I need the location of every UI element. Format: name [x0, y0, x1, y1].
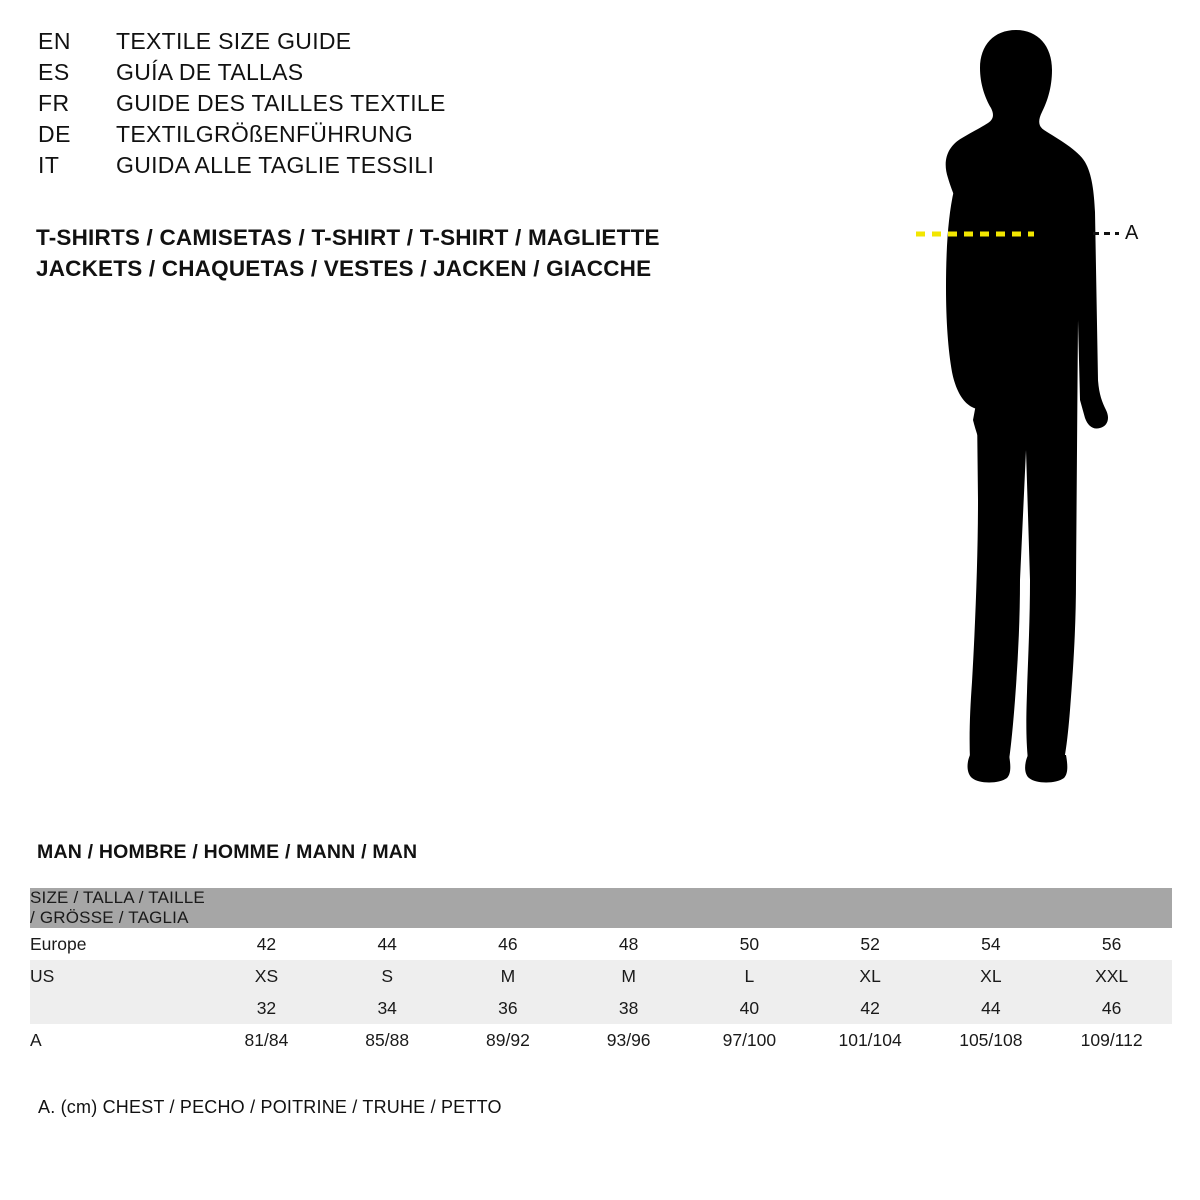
cell-value: 42 [206, 928, 327, 960]
section-title-man: MAN / HOMBRE / HOMME / MANN / MAN [37, 841, 418, 863]
table-header-label: SIZE / TALLA / TAILLE / GRÖSSE / TAGLIA [30, 888, 205, 927]
cell-value: 50 [689, 928, 810, 960]
table-header-spacer [568, 888, 689, 928]
cell-value: M [568, 960, 689, 992]
cell-value: XL [810, 960, 931, 992]
measure-leader-dashes [1093, 232, 1119, 235]
cell-value: XS [206, 960, 327, 992]
garment-line-jackets: JACKETS / CHAQUETAS / VESTES / JACKEN / GIACCHE [36, 256, 652, 281]
table-row-header [30, 888, 1172, 928]
language-text: GUÍA DE TALLAS [116, 59, 304, 85]
cell-value: 38 [568, 992, 689, 1024]
size-table [30, 888, 1172, 1056]
cell-value: 81/84 [206, 1024, 327, 1056]
language-row [38, 121, 738, 152]
table-row [30, 1024, 1172, 1056]
language-row [38, 152, 738, 183]
language-text: TEXTILGRÖßENFÜHRUNG [116, 121, 414, 147]
cell-value: 48 [568, 928, 689, 960]
table-header-spacer [327, 888, 448, 928]
cell-value: 32 [206, 992, 327, 1024]
language-row [38, 59, 738, 90]
cell-value: XL [930, 960, 1051, 992]
table-header-spacer [206, 888, 327, 928]
garment-line-tshirts: T-SHIRTS / CAMISETAS / T-SHIRT / T-SHIRT / MAGLIETTE [36, 225, 660, 250]
cell-value: 52 [810, 928, 931, 960]
cell-value: 44 [930, 992, 1051, 1024]
table-row [30, 992, 1172, 1024]
silhouette-shape [946, 30, 1108, 783]
measure-label-a: A [1125, 222, 1139, 244]
language-code: IT [38, 152, 60, 178]
language-text: GUIDE DES TAILLES TEXTILE [116, 90, 446, 116]
language-header-block [38, 28, 738, 183]
language-code: ES [38, 59, 70, 85]
cell-value: M [448, 960, 569, 992]
language-code: DE [38, 121, 71, 147]
row-label-a: A [30, 1024, 206, 1056]
cell-value: S [327, 960, 448, 992]
table-header-spacer [810, 888, 931, 928]
table-header-spacer [448, 888, 569, 928]
cell-value: L [689, 960, 810, 992]
garment-type-block [36, 222, 796, 284]
cell-value: 54 [930, 928, 1051, 960]
cell-value: 97/100 [689, 1024, 810, 1056]
row-label-blank [30, 992, 206, 1024]
row-label-europe: Europe [30, 928, 206, 960]
cell-value: 109/112 [1051, 1024, 1172, 1056]
cell-value: 101/104 [810, 1024, 931, 1056]
table-row [30, 960, 1172, 992]
cell-value: 40 [689, 992, 810, 1024]
cell-value: 85/88 [327, 1024, 448, 1056]
cell-value: 89/92 [448, 1024, 569, 1056]
language-code: EN [38, 28, 71, 54]
cell-value: 42 [810, 992, 931, 1024]
cell-value: 46 [448, 928, 569, 960]
body-silhouette-figure [830, 20, 1180, 800]
footnote-chest: A. (cm) CHEST / PECHO / POITRINE / TRUHE / PETTO [38, 1097, 502, 1117]
table-header-spacer [1051, 888, 1172, 928]
cell-value: 46 [1051, 992, 1172, 1024]
cell-value: 105/108 [930, 1024, 1051, 1056]
cell-value: 93/96 [568, 1024, 689, 1056]
cell-value: 44 [327, 928, 448, 960]
language-text: GUIDA ALLE TAGLIE TESSILI [116, 152, 435, 178]
cell-value: 34 [327, 992, 448, 1024]
table-header-spacer [689, 888, 810, 928]
cell-value: XXL [1051, 960, 1172, 992]
language-text: TEXTILE SIZE GUIDE [116, 28, 352, 54]
row-label-us: US [30, 960, 206, 992]
table-header-spacer [930, 888, 1051, 928]
table-row [30, 928, 1172, 960]
cell-value: 36 [448, 992, 569, 1024]
language-row [38, 90, 738, 121]
language-code: FR [38, 90, 70, 116]
language-row [38, 28, 738, 59]
cell-value: 56 [1051, 928, 1172, 960]
